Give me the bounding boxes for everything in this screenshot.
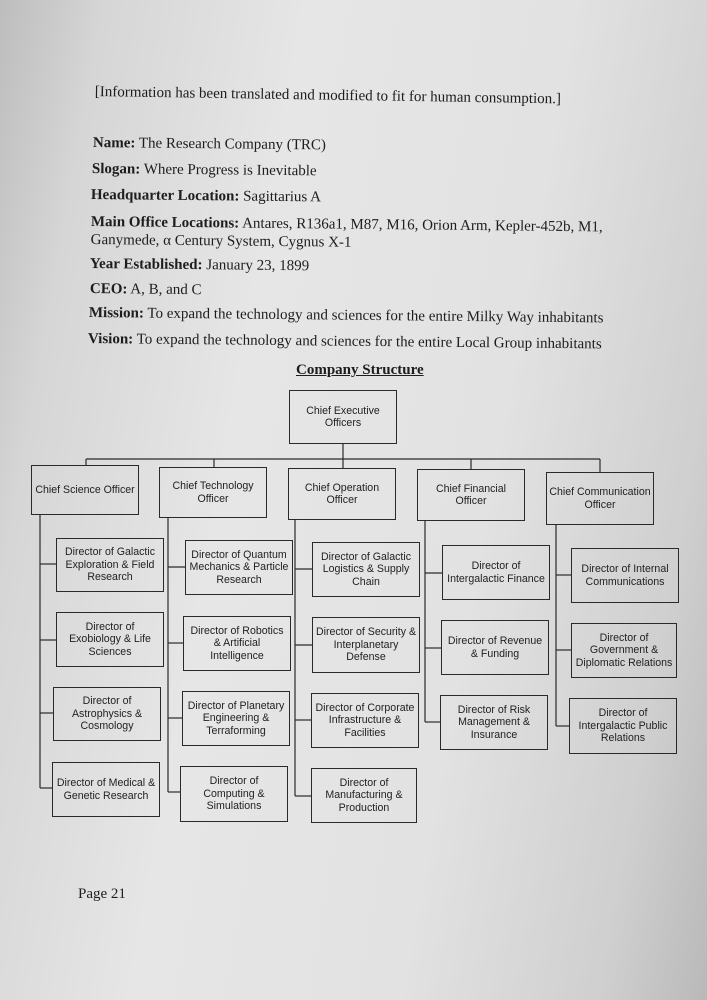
field-label: Year Established: — [89, 256, 203, 274]
org-box-director: Director of Intergalactic Public Relations — [569, 698, 677, 754]
org-box-director: Director of Medical & Genetic Research — [52, 762, 160, 817]
org-box-director: Director of Corporate Infrastructure & Facilities — [311, 693, 419, 748]
field-value-line2: Ganymede, α Century System, Cygnus X-1 — [90, 231, 352, 251]
field-value: Antares, R136a1, M87, M16, Orion Arm, Kepler-452b, M1, — [242, 215, 603, 236]
org-box-director: Director of Exobiology & Life Sciences — [56, 612, 164, 667]
field-value: Where Progress is Inevitable — [143, 161, 317, 180]
org-box-director: Director of Government & Diplomatic Relations — [571, 623, 677, 678]
translation-note: [Information has been translated and modified to fit for human consumption.] — [94, 84, 562, 108]
org-box-chief-technology: Chief Technology Officer — [159, 467, 267, 518]
org-box-director: Director of Revenue & Funding — [441, 620, 549, 675]
field-label: Name: — [92, 135, 136, 152]
org-box-director: Director of Planetary Engineering & Terraforming — [182, 691, 290, 746]
field-label: Main Office Locations: — [90, 213, 240, 232]
org-box-director: Director of Quantum Mechanics & Particle Research — [185, 540, 293, 595]
field-value: January 23, 1899 — [206, 257, 310, 275]
field-label: Headquarter Location: — [90, 187, 240, 205]
org-box-director: Director of Security & Interplanetary Defense — [312, 617, 420, 673]
field-label: Slogan: — [91, 161, 141, 178]
org-box-director: Director of Manufacturing & Production — [311, 768, 417, 823]
field-label: CEO: — [89, 281, 128, 298]
field-value: The Research Company (TRC) — [138, 135, 326, 154]
org-box-chief-science: Chief Science Officer — [31, 465, 139, 515]
org-box-director: Director of Robotics & Artificial Intelligence — [183, 616, 291, 671]
org-box-director: Director of Galactic Exploration & Field Research — [56, 538, 164, 592]
field-value: To expand the technology and sciences for the entire Local Group inhabitants — [136, 331, 602, 353]
org-box-ceo: Chief Executive Officers — [289, 390, 397, 444]
org-box-chief-financial: Chief Financial Officer — [417, 469, 525, 521]
org-box-director: Director of Intergalactic Finance — [442, 545, 550, 600]
org-box-director: Director of Risk Management & Insurance — [440, 695, 548, 750]
org-box-chief-operation: Chief Operation Officer — [288, 468, 396, 520]
field-value: A, B, and C — [130, 281, 202, 299]
org-box-director: Director of Computing & Simulations — [180, 766, 288, 822]
section-heading: Company Structure — [296, 362, 424, 378]
org-box-director: Director of Galactic Logistics & Supply Chain — [312, 542, 420, 597]
page-number: Page 21 — [78, 886, 126, 902]
field-label: Mission: — [88, 305, 145, 322]
org-box-director: Director of Internal Communications — [571, 548, 679, 603]
field-value: To expand the technology and sciences for the entire Milky Way inhabitants — [147, 305, 604, 327]
org-box-chief-communication: Chief Communication Officer — [546, 472, 654, 525]
org-box-director: Director of Astrophysics & Cosmology — [53, 687, 161, 741]
field-value: Sagittarius A — [243, 188, 322, 206]
field-label: Vision: — [87, 331, 134, 348]
